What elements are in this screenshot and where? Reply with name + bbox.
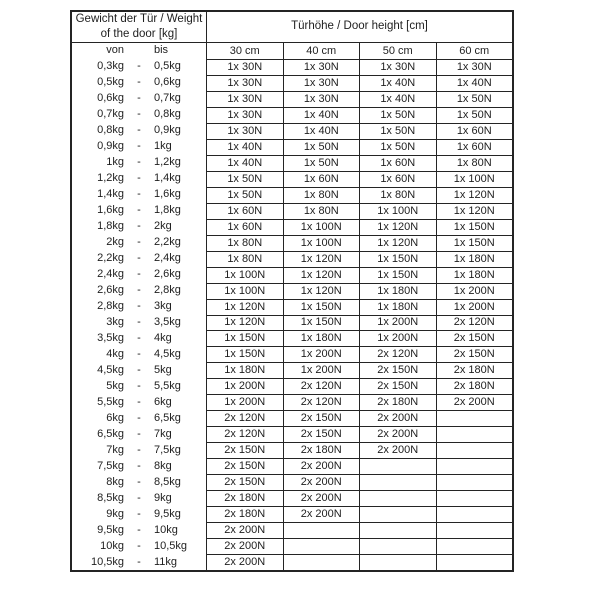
force-value-cell: 1x 120N <box>283 267 360 283</box>
force-value-cell: 1x 50N <box>359 123 436 139</box>
weight-range-row <box>72 298 206 314</box>
force-value-cell: 1x 50N <box>206 187 283 203</box>
force-value-cell: 1x 150N <box>206 330 283 346</box>
force-value-cell: 1x 150N <box>206 346 283 362</box>
force-value-cell: 1x 60N <box>206 203 283 219</box>
range-separator: - <box>137 139 141 152</box>
weight-to: 2kg <box>154 219 172 232</box>
force-value-cell: 1x 40N <box>436 75 513 91</box>
weight-range-row <box>72 474 206 490</box>
weight-range-column <box>72 42 206 570</box>
weight-to: 1,2kg <box>154 155 181 168</box>
weight-range-row <box>72 170 206 186</box>
weight-from: 0,9kg <box>97 139 124 152</box>
weight-to: 2,2kg <box>154 235 181 248</box>
range-separator: - <box>137 59 141 72</box>
force-value-cell: 1x 200N <box>359 315 436 331</box>
weight-range-row <box>72 362 206 378</box>
weight-range-row <box>72 218 206 234</box>
force-value-cell: 2x 150N <box>206 458 283 474</box>
force-value-cell: 1x 180N <box>283 330 360 346</box>
force-value-cell: 1x 30N <box>206 75 283 91</box>
weight-to: 9,5kg <box>154 507 181 520</box>
range-separator: - <box>137 219 141 232</box>
weight-from: 2kg <box>106 235 124 248</box>
force-value-cell: 1x 200N <box>436 283 513 299</box>
weight-to: 0,5kg <box>154 59 181 72</box>
force-value-cell: 1x 180N <box>359 283 436 299</box>
weight-to: 9kg <box>154 491 172 504</box>
von-label: von <box>106 44 124 57</box>
force-value-cell-empty <box>359 458 436 474</box>
force-value-cell: 1x 80N <box>283 203 360 219</box>
weight-to: 2,4kg <box>154 251 181 264</box>
force-value-cell: 2x 180N <box>436 362 513 378</box>
force-value-cell: 2x 180N <box>206 506 283 522</box>
force-value-cell-empty <box>436 410 513 426</box>
range-separator: - <box>137 411 141 424</box>
force-value-cell: 2x 150N <box>206 474 283 490</box>
weight-to: 5kg <box>154 363 172 376</box>
force-selection-table <box>70 10 514 572</box>
force-value-cell: 1x 30N <box>283 91 360 107</box>
force-value-cell: 1x 50N <box>436 107 513 123</box>
force-value-cell: 1x 150N <box>359 267 436 283</box>
force-value-cell: 1x 40N <box>206 139 283 155</box>
weight-to: 10kg <box>154 523 178 536</box>
weight-to: 1kg <box>154 139 172 152</box>
weight-from: 0,5kg <box>97 75 124 88</box>
weight-range-row <box>72 186 206 202</box>
force-value-cell: 1x 80N <box>359 187 436 203</box>
force-value-cell: 1x 40N <box>359 75 436 91</box>
force-value-cell: 1x 60N <box>206 219 283 235</box>
weight-from: 0,6kg <box>97 91 124 104</box>
force-value-cell-empty <box>436 554 513 570</box>
weight-range-row <box>72 490 206 506</box>
weight-range-row <box>72 234 206 250</box>
range-separator: - <box>137 267 141 280</box>
weight-to: 0,7kg <box>154 91 181 104</box>
range-separator: - <box>137 187 141 200</box>
weight-range-row <box>72 458 206 474</box>
force-value-cell: 2x 120N <box>206 426 283 442</box>
weight-from: 5,5kg <box>97 395 124 408</box>
force-value-cell: 1x 30N <box>206 107 283 123</box>
weight-range-row <box>72 74 206 90</box>
force-value-cell: 2x 200N <box>359 410 436 426</box>
door-height-column-header-60cm: 60 cm <box>436 42 513 59</box>
force-value-cell: 2x 120N <box>206 410 283 426</box>
force-value-cell: 2x 150N <box>436 346 513 362</box>
force-value-cell: 2x 150N <box>436 330 513 346</box>
force-value-cell: 1x 50N <box>283 155 360 171</box>
force-value-cell: 1x 80N <box>283 187 360 203</box>
force-value-cell: 2x 200N <box>436 394 513 410</box>
force-value-cell: 2x 200N <box>359 442 436 458</box>
force-value-cell: 1x 50N <box>283 139 360 155</box>
force-value-cell: 1x 40N <box>283 123 360 139</box>
door-height-header: Türhöhe / Door height [cm] <box>206 12 512 42</box>
weight-to: 0,9kg <box>154 123 181 136</box>
weight-range-row <box>72 106 206 122</box>
force-value-cell: 1x 150N <box>283 299 360 315</box>
weight-column-header <box>72 12 206 42</box>
weight-from: 6,5kg <box>97 427 124 440</box>
weight-header-line2: of the door [kg] <box>100 27 178 40</box>
weight-to: 0,8kg <box>154 107 181 120</box>
force-value-cell: 1x 60N <box>436 139 513 155</box>
weight-from: 2,6kg <box>97 283 124 296</box>
weight-to: 2,8kg <box>154 283 181 296</box>
weight-to: 8kg <box>154 459 172 472</box>
weight-from: 0,7kg <box>97 107 124 120</box>
weight-to: 0,6kg <box>154 75 181 88</box>
range-separator: - <box>137 363 141 376</box>
weight-from: 10kg <box>100 539 124 552</box>
force-value-cell: 1x 50N <box>359 139 436 155</box>
weight-range-row <box>72 538 206 554</box>
force-value-cell: 2x 200N <box>283 474 360 490</box>
range-separator: - <box>137 283 141 296</box>
range-separator: - <box>137 75 141 88</box>
weight-from: 1kg <box>106 155 124 168</box>
weight-from: 7kg <box>106 443 124 456</box>
weight-from: 9kg <box>106 507 124 520</box>
force-value-cell: 1x 40N <box>283 107 360 123</box>
force-value-cell: 2x 200N <box>206 554 283 570</box>
force-value-cell: 2x 200N <box>283 506 360 522</box>
range-separator: - <box>137 171 141 184</box>
force-value-cell: 1x 40N <box>359 91 436 107</box>
weight-to: 6kg <box>154 395 172 408</box>
force-value-cell: 1x 60N <box>359 171 436 187</box>
weight-to: 8,5kg <box>154 475 181 488</box>
force-value-cell: 1x 60N <box>283 171 360 187</box>
force-value-cell: 1x 80N <box>206 235 283 251</box>
force-value-cell: 1x 120N <box>436 187 513 203</box>
force-value-cell: 2x 120N <box>283 394 360 410</box>
weight-range-row <box>72 394 206 410</box>
force-value-cell: 1x 150N <box>436 219 513 235</box>
force-value-cell: 2x 180N <box>283 442 360 458</box>
range-separator: - <box>137 235 141 248</box>
weight-range-row <box>72 282 206 298</box>
force-value-cell: 1x 100N <box>436 171 513 187</box>
weight-from: 7,5kg <box>97 459 124 472</box>
force-value-cell: 1x 30N <box>206 123 283 139</box>
weight-to: 6,5kg <box>154 411 181 424</box>
force-value-cell-empty <box>436 426 513 442</box>
force-value-cell: 1x 30N <box>436 59 513 75</box>
weight-range-row <box>72 554 206 570</box>
force-value-cell: 1x 50N <box>206 171 283 187</box>
force-value-cell-empty <box>436 506 513 522</box>
force-value-cell: 1x 150N <box>359 251 436 267</box>
force-value-cell: 1x 80N <box>436 155 513 171</box>
range-separator: - <box>137 123 141 136</box>
weight-range-row <box>72 346 206 362</box>
weight-from: 1,4kg <box>97 187 124 200</box>
force-value-cell: 1x 150N <box>436 235 513 251</box>
range-separator: - <box>137 299 141 312</box>
force-value-cell: 2x 180N <box>359 394 436 410</box>
weight-from: 0,8kg <box>97 123 124 136</box>
weight-range-row <box>72 202 206 218</box>
force-value-cell-empty <box>283 522 360 538</box>
weight-from: 5kg <box>106 379 124 392</box>
force-value-cell: 2x 200N <box>359 426 436 442</box>
force-value-cell: 2x 120N <box>436 315 513 331</box>
force-value-cell: 1x 30N <box>206 91 283 107</box>
force-value-cell: 2x 150N <box>359 378 436 394</box>
range-separator: - <box>137 251 141 264</box>
force-value-cell: 1x 30N <box>283 75 360 91</box>
range-separator: - <box>137 507 141 520</box>
weight-range-row <box>72 138 206 154</box>
force-value-cell: 2x 200N <box>283 490 360 506</box>
weight-from: 3,5kg <box>97 331 124 344</box>
weight-from: 10,5kg <box>90 555 124 568</box>
force-value-cell: 1x 100N <box>283 235 360 251</box>
force-value-cell-empty <box>436 490 513 506</box>
force-value-cell: 2x 120N <box>359 346 436 362</box>
weight-from: 2,2kg <box>97 251 124 264</box>
force-value-cell: 1x 180N <box>206 362 283 378</box>
weight-to: 1,6kg <box>154 187 181 200</box>
force-value-cell: 1x 200N <box>436 299 513 315</box>
range-separator: - <box>137 443 141 456</box>
force-value-cell-empty <box>283 538 360 554</box>
force-value-cell: 1x 180N <box>436 267 513 283</box>
range-separator: - <box>137 555 141 568</box>
weight-range-row <box>72 330 206 346</box>
force-value-cell: 1x 200N <box>206 394 283 410</box>
weight-from: 6kg <box>106 411 124 424</box>
force-value-cell: 1x 100N <box>359 203 436 219</box>
weight-range-row <box>72 250 206 266</box>
weight-from: 2,8kg <box>97 299 124 312</box>
force-value-cell: 1x 120N <box>436 203 513 219</box>
weight-from: 8kg <box>106 475 124 488</box>
force-value-cell: 1x 60N <box>436 123 513 139</box>
weight-range-row <box>72 378 206 394</box>
weight-to: 10,5kg <box>154 539 188 552</box>
range-separator: - <box>137 475 141 488</box>
weight-range-row <box>72 314 206 330</box>
range-separator: - <box>137 203 141 216</box>
weight-range-row <box>72 122 206 138</box>
force-value-cell: 1x 50N <box>359 107 436 123</box>
range-separator: - <box>137 347 141 360</box>
range-separator: - <box>137 107 141 120</box>
force-value-cell: 1x 120N <box>283 283 360 299</box>
force-value-cell-empty <box>359 474 436 490</box>
force-value-cell: 1x 120N <box>283 251 360 267</box>
weight-from: 2,4kg <box>97 267 124 280</box>
weight-from: 4kg <box>106 347 124 360</box>
force-value-cell: 1x 120N <box>206 315 283 331</box>
weight-from: 1,8kg <box>97 219 124 232</box>
weight-from: 0,3kg <box>97 59 124 72</box>
force-value-cell: 1x 120N <box>359 235 436 251</box>
force-value-cell: 1x 100N <box>206 267 283 283</box>
weight-range-row <box>72 410 206 426</box>
weight-to: 4,5kg <box>154 347 181 360</box>
force-value-cell: 1x 150N <box>283 315 360 331</box>
weight-to: 7,5kg <box>154 443 181 456</box>
weight-range-row <box>72 522 206 538</box>
weight-from: 4,5kg <box>97 363 124 376</box>
range-separator: - <box>137 91 141 104</box>
force-value-cell: 1x 180N <box>359 299 436 315</box>
force-value-cell-empty <box>359 538 436 554</box>
force-value-cell: 2x 150N <box>206 442 283 458</box>
range-separator: - <box>137 379 141 392</box>
range-separator: - <box>137 459 141 472</box>
weight-range-row <box>72 442 206 458</box>
force-value-cell: 1x 30N <box>206 59 283 75</box>
weight-header-line1: Gewicht der Tür / Weight <box>75 13 203 25</box>
force-value-cell: 1x 100N <box>206 283 283 299</box>
force-value-cell: 1x 120N <box>359 219 436 235</box>
range-separator: - <box>137 315 141 328</box>
weight-range-row <box>72 154 206 170</box>
door-height-column-header-50cm: 50 cm <box>359 42 436 59</box>
force-value-cell: 2x 200N <box>206 522 283 538</box>
weight-from: 8,5kg <box>97 491 124 504</box>
door-height-column-header-30cm: 30 cm <box>206 42 283 59</box>
force-value-cell: 2x 150N <box>283 410 360 426</box>
force-value-cell: 2x 120N <box>283 378 360 394</box>
weight-from: 1,2kg <box>97 171 124 184</box>
weight-to: 2,6kg <box>154 267 181 280</box>
force-value-cell: 1x 50N <box>436 91 513 107</box>
range-separator: - <box>137 523 141 536</box>
force-value-cell: 2x 150N <box>283 426 360 442</box>
weight-range-row <box>72 426 206 442</box>
force-value-cell: 1x 80N <box>206 251 283 267</box>
force-value-cell: 1x 180N <box>436 251 513 267</box>
weight-range-row <box>72 59 206 75</box>
weight-to: 5,5kg <box>154 379 181 392</box>
force-value-cell: 1x 40N <box>206 155 283 171</box>
weight-to: 1,4kg <box>154 171 181 184</box>
force-value-cell-empty <box>359 506 436 522</box>
force-value-cell: 1x 100N <box>283 219 360 235</box>
weight-range-row <box>72 506 206 522</box>
force-value-cell: 2x 150N <box>359 362 436 378</box>
range-separator: - <box>137 331 141 344</box>
weight-from: 1,6kg <box>97 203 124 216</box>
force-value-cell-empty <box>359 522 436 538</box>
door-height-column-header-40cm: 40 cm <box>283 42 360 59</box>
force-value-cell-empty <box>436 474 513 490</box>
force-value-cell-empty <box>283 554 360 570</box>
range-separator: - <box>137 539 141 552</box>
range-separator: - <box>137 155 141 168</box>
force-value-cell: 1x 200N <box>283 362 360 378</box>
force-value-cell: 1x 200N <box>206 378 283 394</box>
range-separator: - <box>137 395 141 408</box>
force-value-cell-empty <box>436 458 513 474</box>
force-value-cell: 2x 200N <box>206 538 283 554</box>
force-value-cell: 2x 180N <box>206 490 283 506</box>
force-value-cell-empty <box>359 554 436 570</box>
force-value-cell-empty <box>436 538 513 554</box>
weight-to: 3,5kg <box>154 315 181 328</box>
weight-to: 11kg <box>154 555 178 568</box>
force-value-cell: 1x 200N <box>283 346 360 362</box>
weight-from: 3kg <box>106 315 124 328</box>
force-value-cell: 1x 120N <box>206 299 283 315</box>
weight-range-row <box>72 90 206 106</box>
force-value-cell: 1x 60N <box>359 155 436 171</box>
von-bis-subheader <box>72 43 206 59</box>
weight-to: 7kg <box>154 427 172 440</box>
force-value-cell: 1x 30N <box>359 59 436 75</box>
force-value-cell: 2x 180N <box>436 378 513 394</box>
weight-to: 4kg <box>154 331 172 344</box>
weight-to: 3kg <box>154 299 172 312</box>
force-value-cell-empty <box>359 490 436 506</box>
weight-to: 1,8kg <box>154 203 181 216</box>
weight-from: 9,5kg <box>97 523 124 536</box>
weight-range-row <box>72 266 206 282</box>
range-separator: - <box>137 491 141 504</box>
force-value-cell: 2x 200N <box>283 458 360 474</box>
force-value-cell: 1x 200N <box>359 330 436 346</box>
bis-label: bis <box>154 44 169 57</box>
range-separator: - <box>137 427 141 440</box>
force-value-cell: 1x 30N <box>283 59 360 75</box>
force-value-cell-empty <box>436 442 513 458</box>
force-value-cell-empty <box>436 522 513 538</box>
